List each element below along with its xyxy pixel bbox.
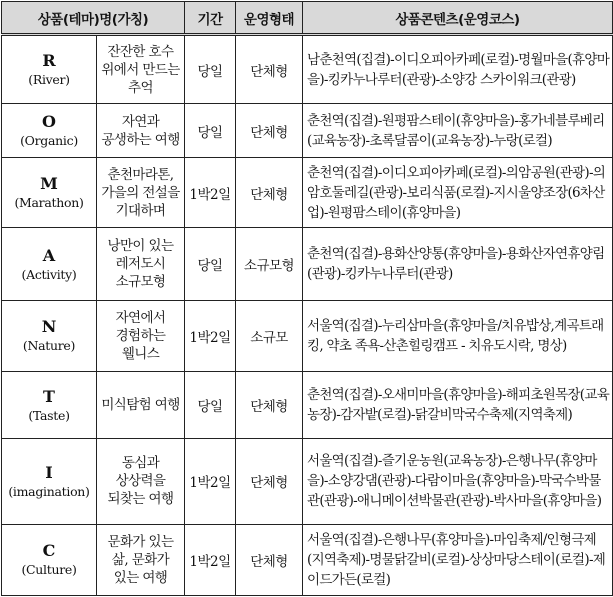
course-content-cell: 서울역(집결)-즐기운농원(교육농장)-은행나무(휴양마을)-소양강댐(관광)-다람이마을(휴양마을)-막국수박물관(관광)-애니메이션박물관(관광)-박사마을(휴양마을): [303, 439, 613, 525]
course-content-cell: 서울역(집결)-은행나무(휴양마을)-마임축제/인형극제(지역축제)-명물닭갈비(로컬)-상상마당스테이(로컬)-제이드가든(로컬): [303, 524, 613, 595]
theme-letter: C: [42, 541, 56, 561]
theme-description: 낭만이 있는 레저도시 소규모형: [97, 228, 185, 300]
theme-description: 춘천마라톤, 가을의 전설을 기대하며: [97, 158, 185, 228]
theme-description: 동심과 상상력을 되찾는 여행: [97, 439, 185, 525]
header-product-name: 상품(테마)명(가칭): [2, 2, 185, 35]
theme-word: (Marathon): [14, 195, 84, 211]
period-cell: 1박2일: [185, 524, 236, 595]
theme-word: (Organic): [20, 133, 78, 149]
course-content-cell: 남춘천역(집결)-이디오피아카페(로컬)-명월마을(휴양마을)-킹카누나루터(관광)-소양강 스카이워크(관광): [303, 35, 613, 104]
table-row: [2, 35, 613, 104]
theme-letter: M: [40, 174, 58, 194]
theme-code-cell: [2, 158, 97, 228]
period-cell: 당일: [185, 228, 236, 300]
theme-word: (Taste): [28, 407, 70, 423]
period-cell: 당일: [185, 104, 236, 158]
period-cell: 당일: [185, 371, 236, 438]
theme-code-cell: [2, 439, 97, 525]
theme-letter: R: [42, 51, 56, 71]
theme-description: 미식탐험 여행: [97, 371, 185, 438]
theme-letter: A: [42, 245, 56, 265]
theme-word: (Culture): [21, 562, 77, 578]
operation-type-cell: 단체형: [236, 371, 303, 438]
period-cell: 당일: [185, 35, 236, 104]
theme-code-cell: [2, 524, 97, 595]
table-row: [2, 300, 613, 371]
theme-code-cell: [2, 35, 97, 104]
theme-letter: T: [43, 386, 55, 406]
theme-description: 자연과 공생하는 여행: [97, 104, 185, 158]
operation-type-cell: 단체형: [236, 158, 303, 228]
theme-letter: I: [45, 462, 53, 482]
operation-type-cell: 단체형: [236, 35, 303, 104]
table-header-row: [2, 2, 613, 35]
theme-description: 잔잔한 호수 위에서 만드는 추억: [97, 35, 185, 104]
theme-code-cell: [2, 300, 97, 371]
period-cell: 1박2일: [185, 300, 236, 371]
operation-type-cell: 소규모형: [236, 228, 303, 300]
theme-description: 문화가 있는 삶, 문화가 있는 여행: [97, 524, 185, 595]
table-row: [2, 158, 613, 228]
course-content-cell: 춘천역(집결)-오새미마을(휴양마을)-해피초원목장(교육농장)-감자밭(로컬)-닭갈비막국수축제(지역축제): [303, 371, 613, 438]
course-table: [1, 1, 613, 596]
theme-code-cell: [2, 228, 97, 300]
table-row: [2, 439, 613, 525]
period-cell: 1박2일: [185, 158, 236, 228]
theme-letter: O: [42, 112, 56, 132]
operation-type-cell: 단체형: [236, 524, 303, 595]
theme-code-cell: [2, 371, 97, 438]
table-row: [2, 371, 613, 438]
course-content-cell: 서울역(집결)-누리삼마을(휴양마을/치유밥상,계곡트래킹, 약초 족욕-산촌힐링캠프 - 치유도시락, 명상): [303, 300, 613, 371]
table-row: [2, 228, 613, 300]
operation-type-cell: 단체형: [236, 104, 303, 158]
period-cell: 1박2일: [185, 439, 236, 525]
table-row: [2, 104, 613, 158]
operation-type-cell: 단체형: [236, 439, 303, 525]
theme-word: (River): [28, 72, 70, 88]
header-course-content: 상품콘텐츠(운영코스): [303, 2, 613, 35]
operation-type-cell: 소규모: [236, 300, 303, 371]
course-content-cell: 춘천역(집결)-용화산양통(휴양마을)-용화산자연휴양림(관광)-킹카누나루터(관광): [303, 228, 613, 300]
course-content-cell: 춘천역(집결)-이디오피아카페(로컬)-의암공원(관광)-의암호둘레길(관광)-보리식품(로컬)-지시울양조장(6차산업)-원평팜스테이(휴양마을): [303, 158, 613, 228]
theme-word: (Activity): [21, 266, 77, 282]
course-content-cell: 춘천역(집결)-원평팜스테이(휴양마을)-홍가네블루베리(교육농장)-초록달콤이(교육농장)-누랑(로컬): [303, 104, 613, 158]
theme-letter: N: [41, 317, 57, 337]
header-period: 기간: [185, 2, 236, 35]
theme-description: 자연에서 경험하는 웰니스: [97, 300, 185, 371]
theme-code-cell: [2, 104, 97, 158]
theme-word: (Nature): [22, 338, 76, 354]
table-row: [2, 524, 613, 595]
theme-word: (imagination): [8, 483, 90, 499]
header-operation-type: 운영형태: [236, 2, 303, 35]
